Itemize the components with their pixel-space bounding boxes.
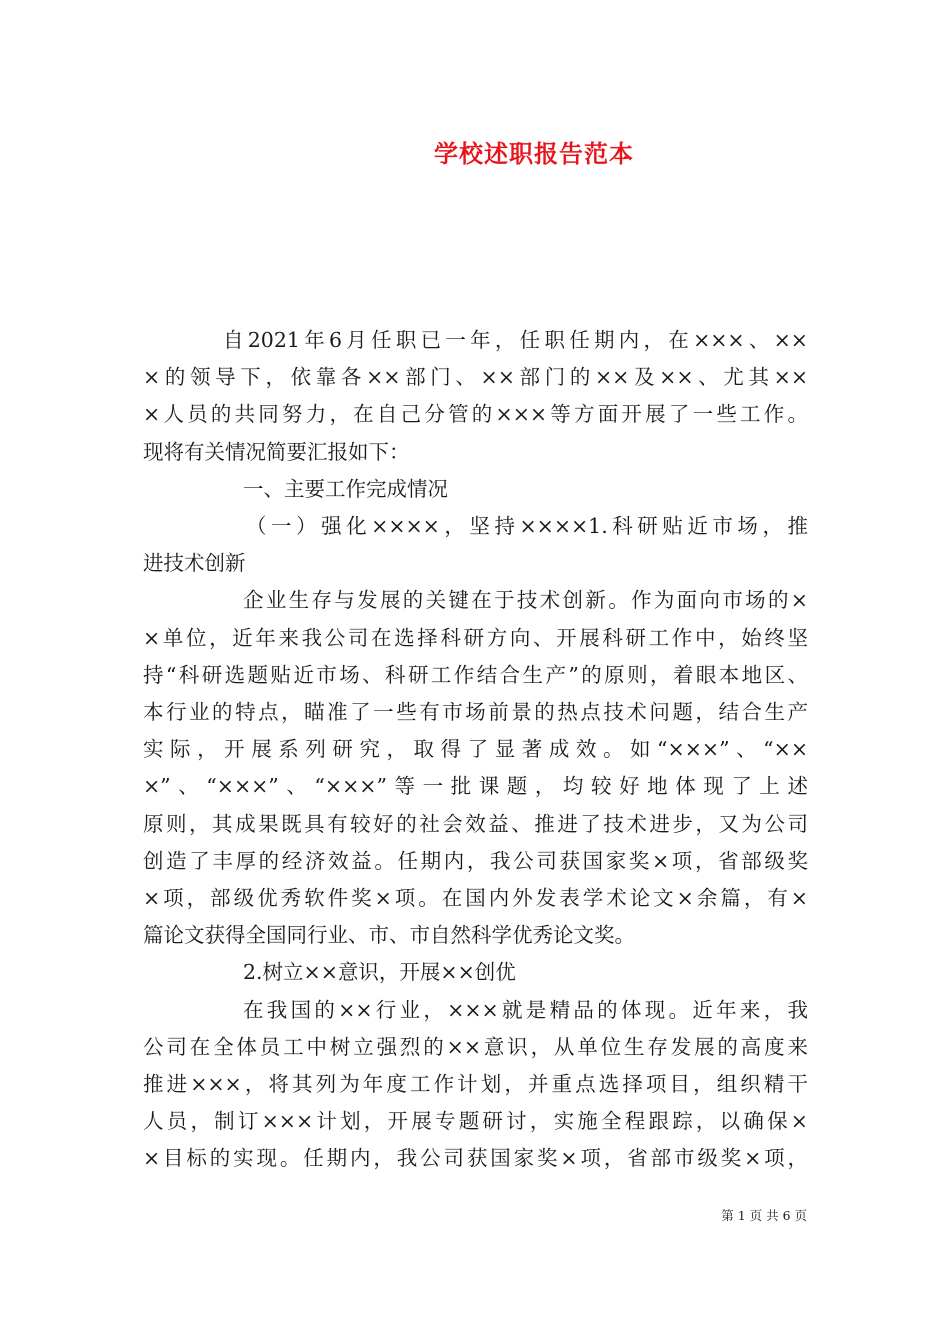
page-number: 第 1 页 共 6 页 — [721, 1208, 807, 1223]
paragraph-line: ×”、“×××”、“×××”等一批课题，均较好地体现了上述 — [143, 774, 808, 799]
paragraph-line: 持“科研选题贴近市场、科研工作结合生产”的原则，着眼本地区、 — [143, 662, 808, 687]
subsection-heading: 2.树立××意识，开展××创优 — [243, 960, 516, 985]
paragraph-line: 在我国的××行业，×××就是精品的体现。近年来，我 — [243, 997, 808, 1022]
paragraph-line: 公司在全体员工中树立强烈的××意识，从单位生存发展的高度来 — [143, 1034, 808, 1059]
paragraph-line: 本行业的特点，瞄准了一些有市场前景的热点技术问题，结合生产 — [143, 700, 808, 725]
paragraph-line: 创造了丰厚的经济效益。任期内，我公司获国家奖×项，省部级奖 — [143, 848, 808, 873]
paragraph-line: ×项，部级优秀软件奖×项。在国内外发表学术论文×余篇，有× — [143, 886, 808, 911]
subsection-heading: （一）强化××××，坚持××××1.科研贴近市场，推 — [246, 514, 808, 539]
paragraph-line: 原则，其成果既具有较好的社会效益、推进了技术进步，又为公司 — [143, 811, 808, 836]
paragraph-line: ×目标的实现。任期内，我公司获国家奖×项，省部市级奖×项， — [143, 1146, 808, 1171]
subsection-heading: 进技术创新 — [143, 551, 246, 576]
paragraph-line: ×的领导下，依靠各××部门、××部门的××及××、尤其×× — [143, 365, 808, 390]
paragraph-line: ×人员的共同努力，在自己分管的×××等方面开展了一些工作。 — [143, 402, 808, 427]
paragraph-line: 实际，开展系列研究，取得了显著成效。如“×××”、“×× — [143, 737, 808, 762]
section-heading: 一、主要工作完成情况 — [243, 476, 448, 501]
document-title: 学校述职报告范本 — [434, 140, 634, 168]
paragraph-line: 推进×××，将其列为年度工作计划，并重点选择项目，组织精干 — [143, 1072, 808, 1097]
paragraph-line: 自2021年6月任职已一年，任职任期内，在×××、×× — [223, 328, 808, 352]
document-body — [143, 322, 808, 1178]
paragraph-line: 人员，制订×××计划，开展专题研讨，实施全程跟踪，以确保× — [143, 1109, 808, 1134]
paragraph-line: 企业生存与发展的关键在于技术创新。作为面向市场的× — [243, 588, 808, 613]
paragraph-line: ×单位，近年来我公司在选择科研方向、开展科研工作中，始终坚 — [143, 625, 808, 650]
paragraph-line: 篇论文获得全国同行业、市、市自然科学优秀论文奖。 — [143, 923, 635, 948]
paragraph-line: 现将有关情况简要汇报如下： — [143, 439, 410, 464]
